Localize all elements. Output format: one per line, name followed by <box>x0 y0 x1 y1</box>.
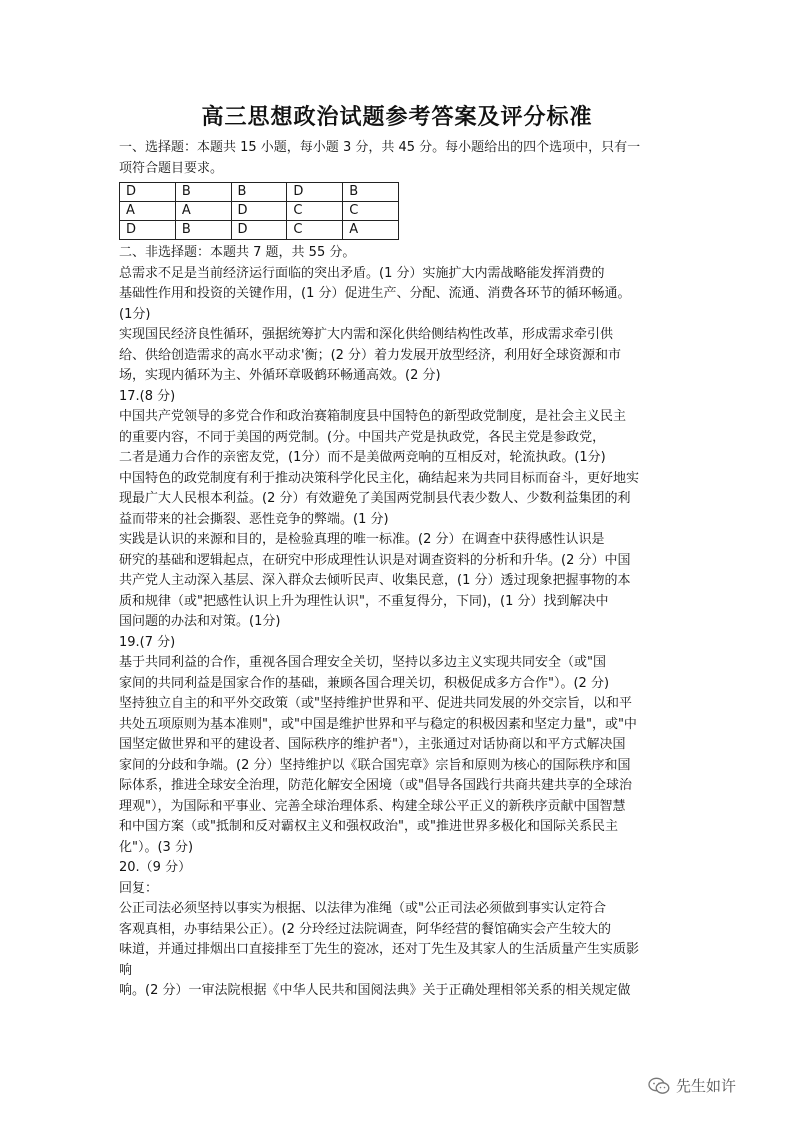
section2-line: 20.（9 分） <box>119 860 192 875</box>
answer-cell: B <box>343 183 399 202</box>
answer-cell: D <box>231 202 287 221</box>
section2-line: 和中国方案（或"抵制和反对霸权主义和强权政治"，或"推进世界多极化和国际关系民主 <box>119 819 618 834</box>
watermark <box>648 1075 736 1096</box>
answer-cell: A <box>120 202 176 221</box>
section2-line: 17.(8 分) <box>119 388 176 404</box>
section2-line: 家间的分歧和争端。(2 分）坚持维护以《联合国宪章》宗旨和原则为核心的国际秩序和国 <box>119 757 631 773</box>
section2-line: 共产党人主动深入基层、深入群众去倾听民声、收集民意，(1 分）透过现象把握事物的本 <box>119 573 631 588</box>
answer-cell: A <box>175 202 231 221</box>
answer-cell: D <box>120 183 176 202</box>
section2-line: 中国共产党领导的多党合作和政治赛箱制度县中国特色的新型政党制度，是社会主义民主 <box>119 409 627 424</box>
section2-line: 基于共同利益的合作，重视各国合理安全关切，坚持以多边主义实现共同安全（或"国 <box>119 655 606 670</box>
section2-line: 家间的共同利益是国家合作的基础，兼顾各国合理关切，积极促成多方合作"）。(2 分) <box>119 675 610 691</box>
answer-cell: A <box>343 221 399 240</box>
answer-cell: D <box>231 221 287 240</box>
section2-line: 回复： <box>119 880 159 896</box>
watermark-text: 先生如许 <box>676 1077 737 1095</box>
wechat-icon <box>648 1077 670 1095</box>
table-row <box>120 202 399 221</box>
section2-line: 二、非选择题：本题共 7 题，共 55 分。 <box>119 245 356 260</box>
answer-cell: D <box>287 183 343 202</box>
section2-line: 质和规律（或"把感性认识上升为理性认识"，不重复得分，下同)，(1 分）找到解决中 <box>119 593 609 609</box>
section2-line: 基础性作用和投资的关键作用，(1 分）促进生产、分配、流通、消费各环节的循环畅通。 <box>119 286 631 301</box>
section2-line: 益而带来的社会撕裂、恶性竞争的弊端。(1 分) <box>119 511 389 527</box>
answer-cell: C <box>287 221 343 240</box>
table-row <box>120 183 399 202</box>
section2-line: 研究的基础和逻辑起点，在研究中形成理性认识是对调查资料的分析和升华。(2 分）中国 <box>119 552 631 568</box>
section2-line: 客观真相，办事结果公正）。(2 分玲经过法院调查，阿华经营的餐馆确实会产生较大的 <box>119 921 611 937</box>
section2-text <box>119 243 679 1002</box>
section2-line: 味道，并通过排烟出口直接排至丁先生的瓷冰，还对丁先生及其家人的生活质量产生实质影 <box>119 942 640 957</box>
answer-cell: B <box>231 183 287 202</box>
section1-line: 一、选择题：本题共 15 小题，每小题 3 分，共 45 分。每小题给出的四个选项中，只有一 <box>119 140 641 155</box>
answer-cell: C <box>343 202 399 221</box>
section2-line: 19.(7 分) <box>119 634 176 650</box>
section2-line: 国问题的办法和对策。(1分) <box>119 614 281 629</box>
section2-line: 化"）。(3 分) <box>119 839 194 855</box>
section1-line: 项符合题目要求。 <box>119 160 224 176</box>
document-body <box>119 138 679 1002</box>
answer-cell: D <box>120 221 176 240</box>
section2-line: 际体系，推进全球安全治理，防范化解安全困境（或"倡导各国践行共商共建共享的全球治 <box>119 778 632 793</box>
section2-line: 中国特色的政党制度有利于推动决策科学化民主化，确结起来为共同目标而奋斗，更好地实 <box>119 470 640 486</box>
section2-line: 共处五项原则为基本准则"，或"中国是维护世界和平与稳定的积极因素和坚定力量"，或"中 <box>119 716 637 732</box>
section2-line: 实现国民经济良性循环，强据统筹扩大内需和深化供给侧结构性改革，形成需求牵引供 <box>119 327 614 342</box>
answer-cell: C <box>287 202 343 221</box>
section2-line: 的重要内容，不同于美国的两党制。(分。中国共产党是执政党，各民主党是参政党， <box>119 429 606 445</box>
answer-cell: B <box>175 221 231 240</box>
section2-line: 理观"），为国际和平事业、完善全球治理体系、构建全球公平正义的新秩序贡献中国智慧 <box>119 798 626 814</box>
section2-line: 响 <box>119 962 133 978</box>
answer-table <box>119 182 399 240</box>
section2-line: 场，实现内循环为主、外循环章吸鹤环畅通高效。(2 分) <box>119 368 441 383</box>
section2-line: 二者是通力合作的亲密友党，(1分）而不是美做两竞响的互相反对，轮流执政。(1分) <box>119 450 606 465</box>
table-row <box>120 221 399 240</box>
section2-line: 响。(2 分）一审法院根据《中华人民共和国阅法典》关于正确处理相邻关系的相关规定做 <box>119 983 631 998</box>
section2-line: 实践是认识的来源和目的，是检验真理的唯一标准。(2 分）在调查中获得感性认识是 <box>119 532 605 547</box>
section2-line: 总需求不足是当前经济运行面临的突出矛盾。(1 分）实施扩大内需战略能发挥消费的 <box>119 265 605 281</box>
section2-line: 国坚定做世界和平的建设者、国际秩序的维护者"），主张通过对话协商以和平方式解决国 <box>119 737 626 752</box>
section2-line: 公正司法必须坚持以事实为根据、以法律为准绳（或"公正司法必须做到事实认定符合 <box>119 901 606 916</box>
page-title: 高三思想政治试题参考答案及评分标准 <box>201 104 593 130</box>
section2-line: 现最广大人民根本利益。(2 分）有效避免了美国两党制县代表少数人、少数利益集团的利 <box>119 491 631 506</box>
section2-line: 坚持独立自主的和平外交政策（或"坚持维护世界和平、促进共同发展的外交宗旨，以和平 <box>119 696 632 711</box>
section2-line: (1分) <box>119 306 151 322</box>
answer-cell: B <box>175 183 231 202</box>
section2-line: 给、供给创造需求的高水平动求'衡；(2 分）着力发展开放型经济，利用好全球资源和市 <box>119 347 622 363</box>
